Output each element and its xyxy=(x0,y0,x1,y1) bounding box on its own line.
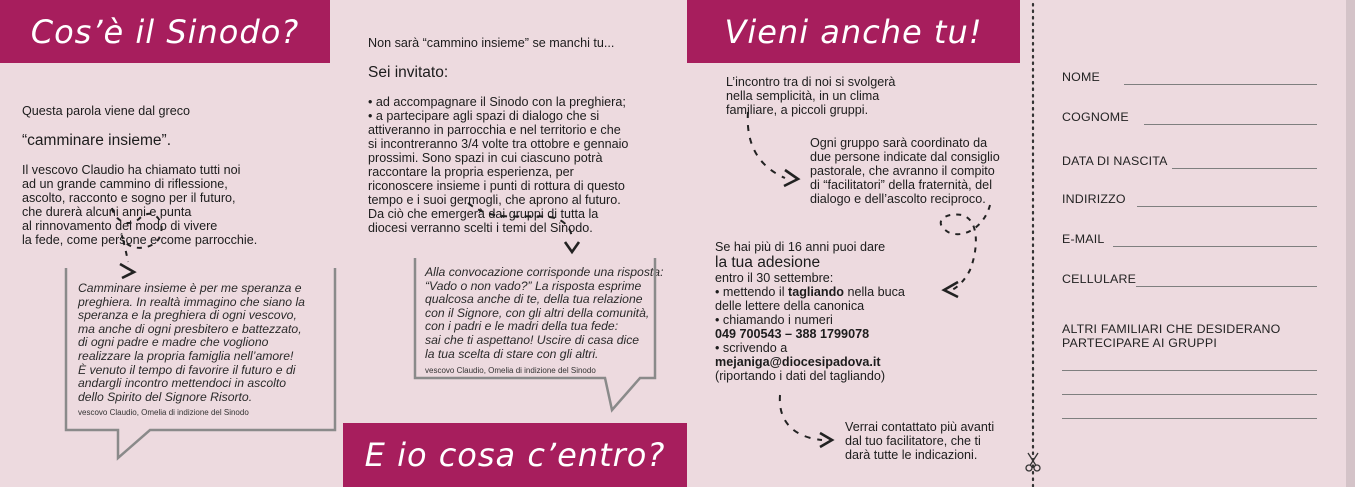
email-address[interactable]: mejaniga@diocesipadova.it xyxy=(715,355,881,369)
quote-citation-1: vescovo Claudio, Omelia di indizione del Sinodo xyxy=(78,408,249,417)
option-text: nella buca xyxy=(844,285,905,299)
form-label-data-di-nascita: DATA DI NASCITA xyxy=(1062,154,1168,168)
adesione-deadline: entro il 30 settembre: xyxy=(715,271,834,285)
banner-title: Cos’è il Sinodo? xyxy=(30,12,300,51)
adesione-heading: la tua adesione xyxy=(715,254,821,271)
option-text: • mettendo il xyxy=(715,285,789,299)
dashed-arrow-2 xyxy=(468,203,572,240)
dashed-arrow-5 xyxy=(780,395,822,440)
quote-citation-2: vescovo Claudio, Omelia di indizione del Sinodo xyxy=(425,366,596,375)
speech-bubble-1 xyxy=(66,268,335,458)
arrow-head-3 xyxy=(784,170,798,186)
option-email-note: (riportando i dati del tagliando) xyxy=(715,369,886,383)
form-label-indirizzo: INDIRIZZO xyxy=(1062,192,1126,206)
form-label-cellulare: CELLULARE xyxy=(1062,272,1137,286)
arrow-head-4 xyxy=(944,282,958,297)
option-email: • scrivendo a xyxy=(715,341,788,355)
dashed-arrow-3 xyxy=(748,112,785,178)
banner-title: Vieni anche tu! xyxy=(724,12,983,51)
intro-highlight: “camminare insieme”. xyxy=(22,132,172,149)
family-label: ALTRI FAMILIARI CHE DESIDERANO PARTECIPARE AI GRUPPI xyxy=(1062,322,1281,350)
option-bold: tagliando xyxy=(788,285,844,299)
intro-body: Il vescovo Claudio ha chiamato tutti noi ad un grande cammino di riflessione, ascolto, racconto e sogno per il futuro, che durerà alcuni anni e punta al rinnovamento del modo di vivere la fede, come persone e come parrocchie. xyxy=(22,163,258,247)
invite-heading: Sei invitato: xyxy=(368,64,449,81)
invite-body: • ad accompagnare il Sinodo con la preghiera; • a partecipare agli spazi di dialogo che si attiveranno in parrocchia e nel territorio e che si incontreranno 3/4 volte tra ottobre e gennaio prossimi. Sono spazi in cui ciascuno potrà raccontare la propria esperienza, per riconoscere insieme i punti di rottura di questo tempo e i suoi germogli, che aprono al futuro. Da ciò che emergerà dai gruppi di tutta la diocesi verranno scelti i temi del Sinodo. xyxy=(368,95,629,235)
scissors-icon xyxy=(1026,453,1040,471)
speech-bubble-2 xyxy=(415,258,655,410)
option-phone: • chiamando i numeri xyxy=(715,313,833,327)
quote-bishop-1: Camminare insieme è per me speranza e preghiera. In realtà immagino che siano la speranza e la preghiera di ogni vescovo, ma anche di ogni presbitero e battezzato, di ogni padre e madre che vogliono realizzare la propria famiglia nell’amore! È venuto il tempo di favorire il futuro e di andargli incontro mettendoci in ascolto dello Spirito del Signore Risorto. xyxy=(78,281,305,404)
arrow-head-1 xyxy=(120,264,134,278)
form-label-cognome: COGNOME xyxy=(1062,110,1129,124)
invite-line: Non sarà “cammino insieme” se manchi tu... xyxy=(368,36,615,50)
intro-line: Questa parola viene dal greco xyxy=(22,104,191,118)
coordination-paragraph: Ogni gruppo sarà coordinato da due persone indicate dal consiglio pastorale, che avranno il compito di “facilitatori” della fraternità, del dialogo e dell’ascolto reciproco. xyxy=(810,136,1000,206)
dashed-arrow-4 xyxy=(941,205,990,290)
adesione-line: Se hai più di 16 anni puoi dare xyxy=(715,240,886,254)
dashed-arrow-1 xyxy=(112,208,162,262)
quote-bishop-2: Alla convocazione corrisponde una risposta: “Vado o non vado?” La risposta esprime qualcosa anche di te, della tua relazione con il Signore, con gli altri della comunità, con i padri e le madri della tua fede: sai che ti aspettano! Uscire di casa dice la tua scelta di stare con gli altri. xyxy=(425,265,664,361)
meeting-paragraph: L’incontro tra di noi si svolgerà nella semplicità, in un clima familiare, a piccoli gruppi. xyxy=(726,75,896,117)
banner-title: E io cosa c’entro? xyxy=(364,436,666,474)
arrow-head-2 xyxy=(565,242,579,252)
option-mailbox-2: delle lettere della canonica xyxy=(715,299,865,313)
form-label-e-mail: E-MAIL xyxy=(1062,232,1105,246)
phone-numbers[interactable]: 049 700543 – 388 1799078 xyxy=(715,327,870,341)
final-paragraph: Verrai contattato più avanti dal tuo facilitatore, che ti darà tutte le indicazioni. xyxy=(845,420,995,462)
form-label-nome: NOME xyxy=(1062,70,1100,84)
